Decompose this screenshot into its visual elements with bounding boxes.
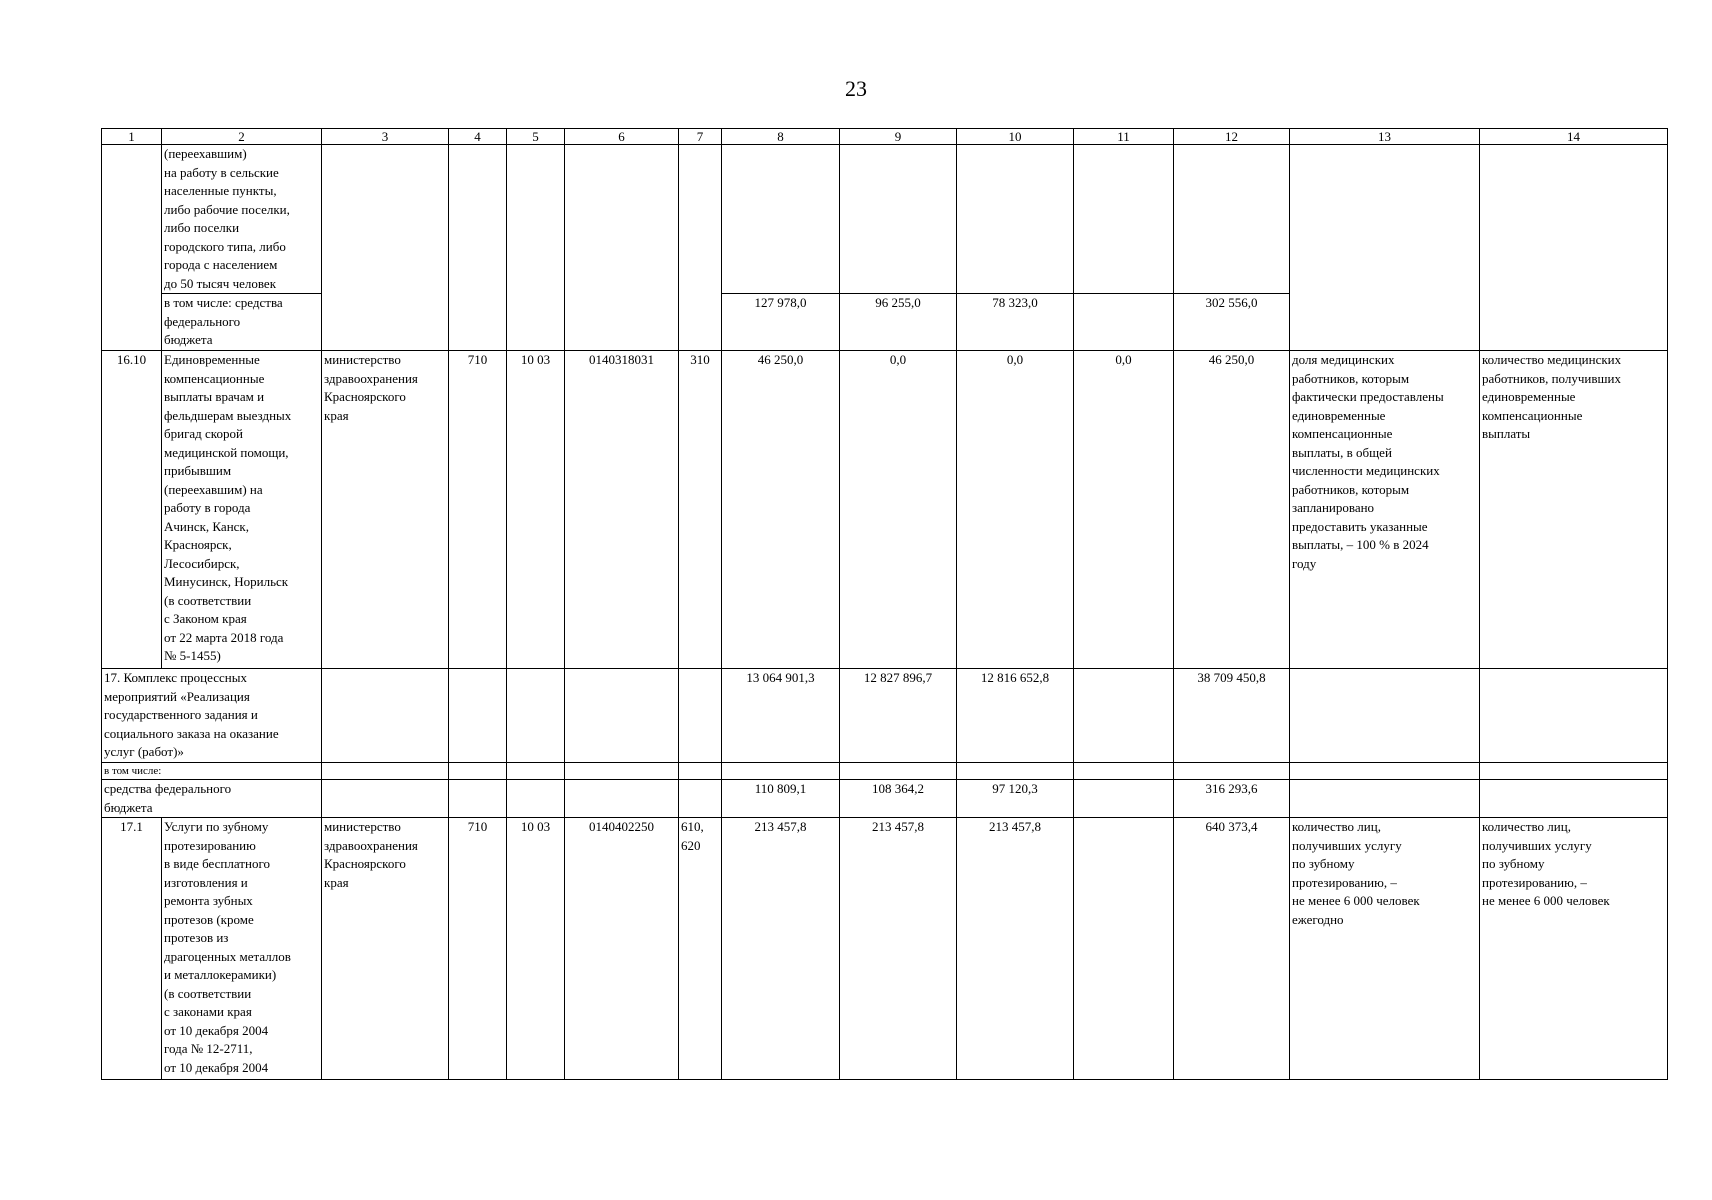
- empty-cell: [565, 763, 679, 780]
- empty-cell: [1074, 818, 1174, 1080]
- empty-cell: [1074, 669, 1174, 763]
- row-name-cell: средства федерального бюджета: [102, 780, 322, 818]
- empty-cell: [565, 145, 679, 351]
- empty-cell: [1074, 145, 1174, 294]
- col-header: 3: [322, 129, 449, 145]
- value-cell: 0140402250: [565, 818, 679, 1080]
- empty-cell: [449, 669, 507, 763]
- value-cell: 96 255,0: [840, 294, 957, 351]
- empty-cell: [957, 145, 1074, 294]
- value-cell: 110 809,1: [722, 780, 840, 818]
- empty-cell: [507, 669, 565, 763]
- empty-cell: [449, 145, 507, 351]
- empty-cell: [1290, 780, 1480, 818]
- empty-cell: [679, 763, 722, 780]
- empty-cell: [1074, 780, 1174, 818]
- empty-cell: [322, 780, 449, 818]
- value-cell: 213 457,8: [840, 818, 957, 1080]
- empty-cell: [1290, 669, 1480, 763]
- empty-cell: [1480, 669, 1668, 763]
- col-header: 12: [1174, 129, 1290, 145]
- row-number-cell: 16.10: [102, 351, 162, 669]
- col-header: 1: [102, 129, 162, 145]
- page-number: 23: [845, 76, 867, 101]
- empty-cell: [507, 780, 565, 818]
- empty-cell: [679, 669, 722, 763]
- value-cell: 13 064 901,3: [722, 669, 840, 763]
- value-cell: 46 250,0: [1174, 351, 1290, 669]
- value-cell: 310: [679, 351, 722, 669]
- value-cell: 610, 620: [679, 818, 722, 1080]
- empty-cell: [722, 763, 840, 780]
- value-cell: 0,0: [1074, 351, 1174, 669]
- row-name-cell: Единовременные компенсационные выплаты врачам и фельдшерам выездных бригад скорой медицинской помощи, прибывшим (переехавшим) на работу в города Ачинск, Канск, Красноярск, Лесосибирск, Минусинск, Норильск (в соответствии с Законом края от 22 марта 2018 года № 5-1455): [162, 351, 322, 669]
- value-cell: 710: [449, 351, 507, 669]
- value-cell: 213 457,8: [957, 818, 1074, 1080]
- executor-cell: министерство здравоохранения Красноярского края: [322, 351, 449, 669]
- row-number-cell: 17.1: [102, 818, 162, 1080]
- empty-cell: [1074, 294, 1174, 351]
- col-header: 14: [1480, 129, 1668, 145]
- empty-cell: [1290, 145, 1480, 351]
- empty-cell: [1480, 145, 1668, 351]
- value-cell: 0,0: [840, 351, 957, 669]
- table-row: [102, 780, 1668, 818]
- value-cell: 0,0: [957, 351, 1074, 669]
- col-header: 11: [1074, 129, 1174, 145]
- empty-cell: [679, 780, 722, 818]
- empty-cell: [1174, 145, 1290, 294]
- value-cell: 316 293,6: [1174, 780, 1290, 818]
- value-cell: 127 978,0: [722, 294, 840, 351]
- empty-cell: [1290, 763, 1480, 780]
- budget-table: [101, 128, 1668, 1080]
- row-name-cell: (переехавшим) на работу в сельские населенные пункты, либо рабочие поселки, либо поселки городского типа, либо города с населением до 50 тысяч человек: [162, 145, 322, 294]
- empty-cell: [957, 763, 1074, 780]
- indicator-cell: количество медицинских работников, получивших единовременные компенсационные выплаты: [1480, 351, 1668, 669]
- value-cell: 12 827 896,7: [840, 669, 957, 763]
- row-name-cell: Услуги по зубному протезированию в виде бесплатного изготовления и ремонта зубных протезов (кроме протезов из драгоценных металлов и металлокерамики) (в соответствии с законами края от 10 декабря 2004 года № 12-2711, от 10 декабря 2004: [162, 818, 322, 1080]
- empty-cell: [722, 145, 840, 294]
- empty-cell: [507, 763, 565, 780]
- row-name-cell: в том числе: средства федерального бюджета: [162, 294, 322, 351]
- value-cell: 302 556,0: [1174, 294, 1290, 351]
- empty-cell: [449, 763, 507, 780]
- empty-cell: [322, 145, 449, 351]
- col-header: 9: [840, 129, 957, 145]
- section-title-cell: 17. Комплекс процессных мероприятий «Реализация государственного задания и социального заказа на оказание услуг (работ)»: [102, 669, 322, 763]
- col-header: 7: [679, 129, 722, 145]
- value-cell: 213 457,8: [722, 818, 840, 1080]
- table-row: [102, 145, 1668, 294]
- table-row: [102, 763, 1668, 780]
- empty-cell: [840, 145, 957, 294]
- value-cell: 38 709 450,8: [1174, 669, 1290, 763]
- col-header: 2: [162, 129, 322, 145]
- empty-cell: [565, 780, 679, 818]
- value-cell: 710: [449, 818, 507, 1080]
- value-cell: 640 373,4: [1174, 818, 1290, 1080]
- value-cell: 10 03: [507, 818, 565, 1080]
- col-header: 4: [449, 129, 507, 145]
- col-header: 8: [722, 129, 840, 145]
- value-cell: 12 816 652,8: [957, 669, 1074, 763]
- col-header: 13: [1290, 129, 1480, 145]
- indicator-cell: количество лиц, получивших услугу по зубному протезированию, – не менее 6 000 человек: [1480, 818, 1668, 1080]
- table-row: [102, 351, 1668, 669]
- col-header: 5: [507, 129, 565, 145]
- column-header-row: [102, 129, 1668, 145]
- indicator-cell: доля медицинских работников, которым фактически предоставлены единовременные компенсационные выплаты, в общей численности медицинских работников, которым запланировано предоставить указанные выплаты, – 100 % в 2024 году: [1290, 351, 1480, 669]
- empty-cell: [565, 669, 679, 763]
- empty-cell: [507, 145, 565, 351]
- empty-cell: [449, 780, 507, 818]
- value-cell: 0140318031: [565, 351, 679, 669]
- empty-cell: [1074, 763, 1174, 780]
- row-number-cell: [102, 145, 162, 351]
- empty-cell: [1480, 780, 1668, 818]
- executor-cell: министерство здравоохранения Красноярского края: [322, 818, 449, 1080]
- value-cell: 108 364,2: [840, 780, 957, 818]
- table-row: [102, 669, 1668, 763]
- value-cell: 10 03: [507, 351, 565, 669]
- empty-cell: [679, 145, 722, 351]
- empty-cell: [322, 669, 449, 763]
- value-cell: 46 250,0: [722, 351, 840, 669]
- col-header: 6: [565, 129, 679, 145]
- incl-label-cell: в том числе:: [102, 763, 322, 780]
- col-header: 10: [957, 129, 1074, 145]
- value-cell: 78 323,0: [957, 294, 1074, 351]
- table-row: [102, 818, 1668, 1080]
- value-cell: 97 120,3: [957, 780, 1074, 818]
- empty-cell: [322, 763, 449, 780]
- indicator-cell: количество лиц, получивших услугу по зубному протезированию, – не менее 6 000 человек ежегодно: [1290, 818, 1480, 1080]
- empty-cell: [1174, 763, 1290, 780]
- empty-cell: [1480, 763, 1668, 780]
- empty-cell: [840, 763, 957, 780]
